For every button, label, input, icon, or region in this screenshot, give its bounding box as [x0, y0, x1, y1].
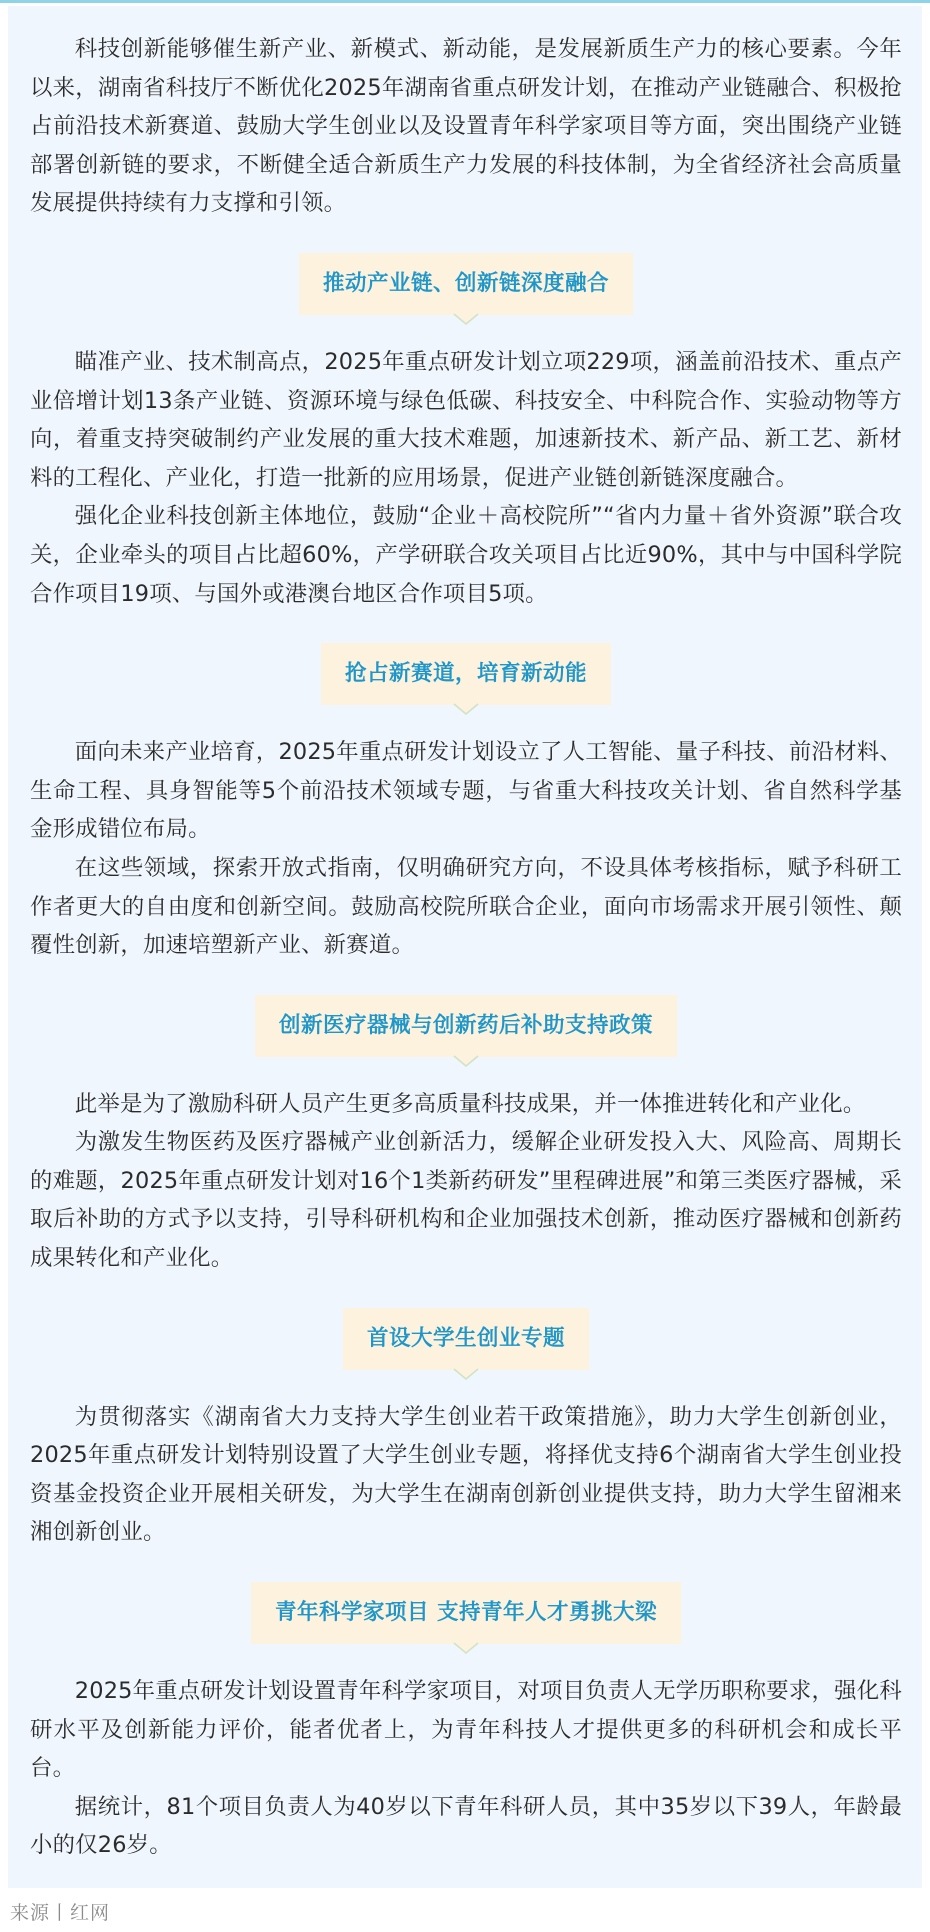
section-heading-wrap — [30, 995, 902, 1057]
section-heading-text: 首设大学生创业专题 — [366, 1325, 565, 1351]
section-paragraph: 为激发生物医药及医疗器械产业创新活力，缓解企业研发投入大、风险高、周期长的难题，2025年重点研发计划对16个1类新药研发”里程碑进展”和第三类医疗器械，采取后补助的方式予以支持，引导科研机构和企业加强技术创新，推动医疗器械和创新药成果转化和产业化。 — [30, 1129, 902, 1272]
intro-paragraph: 科技创新能够催生新产业、新模式、新动能，是发展新质生产力的核心要素。今年以来，湖南省科技厅不断优化2025年湖南省重点研发计划，在推动产业链融合、积极抢占前沿技术新赛道、鼓励大学生创业以及设置青年科学家项目等方面，突出围绕产业链部署创新链的要求，不断健全适合新质生产力发展的科技体制，为全省经济社会高质量发展提供持续有力支撑和引领。 — [30, 36, 902, 217]
section-heading-wrap — [30, 1308, 902, 1370]
section-paragraph: 面向未来产业培育，2025年重点研发计划设立了人工智能、量子科技、前沿材料、生命工程、具身智能等5个前沿技术领域专题，与省重大科技攻关计划、省自然科学基金形成错位布局。 — [30, 739, 902, 843]
section-student-startup — [30, 1308, 902, 1552]
heading-pointer-icon — [451, 703, 481, 717]
section-industry-chain — [30, 253, 902, 613]
heading-pointer-icon — [451, 1055, 481, 1069]
section-young-scientists — [30, 1582, 902, 1865]
top-accent-line — [0, 0, 930, 3]
section-heading-text: 抢占新赛道，培育新动能 — [344, 661, 587, 687]
section-heading — [251, 1582, 681, 1644]
section-paragraph: 在这些领域，探索开放式指南，仅明确研究方向，不设具体考核指标，赋予科研工作者更大的自由度和创新空间。鼓励高校院所联合企业，面向市场需求开展引领性、颠覆性创新，加速培塑新产业、新赛道。 — [30, 854, 902, 959]
section-heading-text: 创新医疗器械与创新药后补助支持政策 — [278, 1012, 653, 1038]
section-new-track — [30, 643, 902, 965]
section-heading-text: 推动产业链、创新链深度融合 — [322, 270, 609, 296]
section-heading-wrap — [30, 253, 902, 315]
section-paragraph: 2025年重点研发计划设置青年科学家项目，对项目负责人无学历职称要求，强化科研水平及创新能力评价，能者优者上，为青年科技人才提供更多的科研机会和成长平台。 — [30, 1678, 902, 1782]
section-heading-text: 青年科学家项目 支持青年人才勇挑大梁 — [275, 1600, 657, 1626]
heading-pointer-icon — [451, 1642, 481, 1656]
section-paragraph: 瞄准产业、技术制高点，2025年重点研发计划立项229项，涵盖前沿技术、重点产业倍增计划13条产业链、资源环境与绿色低碳、科技安全、中科院合作、实验动物等方向，着重支持突破制约产业发展的重大技术难题，加速新技术、新产品、新工艺、新材料的工程化、产业化，打造一批新的应用场景，促进产业链创新链深度融合。 — [30, 348, 902, 491]
section-paragraph: 强化企业科技创新主体地位，鼓励“企业＋高校院所”“省内力量＋省外资源”联合攻关，企业牵头的项目占比超60%，产学研联合攻关项目占比近90%，其中与中国科学院合作项目19项、与国外或港澳台地区合作项目5项。 — [30, 503, 902, 607]
section-heading — [299, 253, 633, 315]
section-heading-wrap — [30, 1582, 902, 1644]
section-paragraph: 据统计，81个项目负责人为40岁以下青年科研人员，其中35岁以下39人，年龄最小的仅26岁。 — [30, 1793, 902, 1859]
section-heading — [321, 643, 611, 705]
section-heading-wrap — [30, 643, 902, 705]
article-body — [8, 6, 922, 1888]
section-medical-devices — [30, 995, 902, 1278]
section-paragraph: 此举是为了激励科研人员产生更多高质量科技成果，并一体推进转化和产业化。 — [74, 1090, 866, 1117]
heading-pointer-icon — [451, 1368, 481, 1382]
section-heading — [343, 1308, 589, 1370]
section-heading — [255, 995, 677, 1057]
section-paragraph: 为贯彻落实《湖南省大力支持大学生创业若干政策措施》，助力大学生创新创业，2025年重点研发计划特别设置了大学生创业专题，将择优支持6个湖南省大学生创业投资基金投资企业开展相关研发，为大学生在湖南创新创业提供支持，助力大学生留湘来湘创新创业。 — [30, 1403, 902, 1546]
heading-pointer-icon — [451, 313, 481, 327]
source-credit: 来源丨红网 — [10, 1902, 111, 1924]
